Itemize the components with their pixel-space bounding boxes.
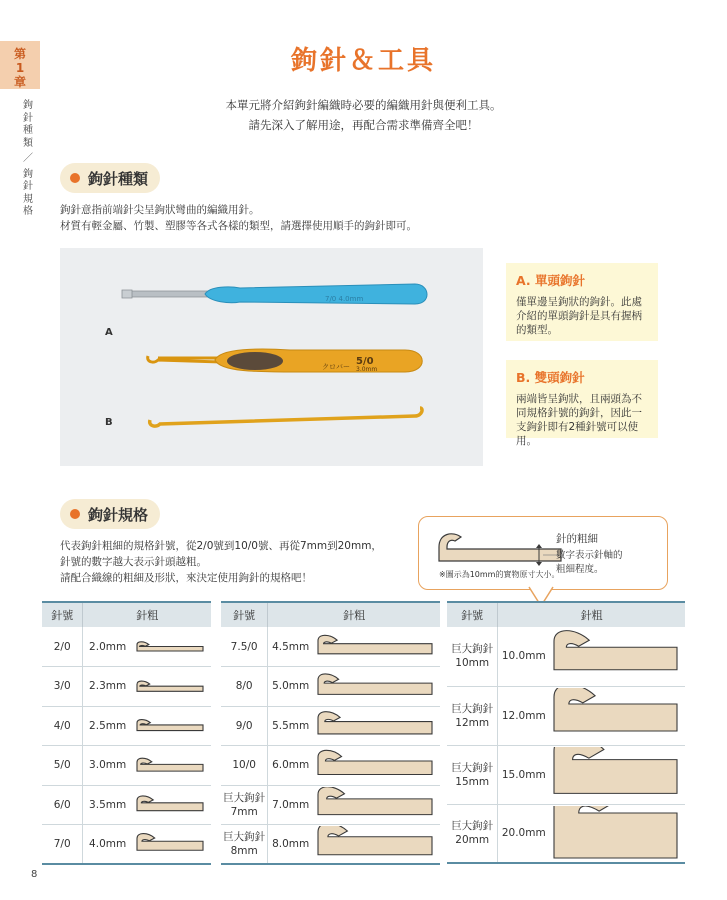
hook-size-table-right — [447, 601, 685, 864]
cell-hook-number: 4/0 — [42, 706, 83, 746]
hook-profile-icon — [133, 669, 205, 705]
cell-hook-thickness: 2.3mm — [83, 667, 132, 707]
hook-a-imprint: 7/0 4.0mm — [325, 295, 364, 303]
section-path-1: 鉤針種類 — [23, 100, 33, 149]
cell-hook-thickness: 5.0mm — [268, 667, 313, 707]
double-end-hook-bare-image — [150, 408, 422, 426]
col-header-thick: 針粗 — [268, 602, 440, 627]
cell-hook-thickness: 6.0mm — [268, 746, 313, 786]
page-title: 鉤針＆工具 — [290, 46, 436, 76]
table-row — [221, 627, 440, 667]
cell-hook-number: 7/0 — [42, 825, 83, 865]
cell-hook-number: 2/0 — [42, 627, 83, 667]
cell-hook-thickness: 4.5mm — [268, 627, 313, 667]
section-path-2: 鉤針規格 — [23, 168, 33, 217]
chapter-number: 1 — [15, 61, 25, 75]
hook-profile-icon — [133, 787, 205, 823]
col-header-num: 針號 — [447, 602, 498, 627]
hook-shape — [318, 673, 432, 693]
table-row — [221, 746, 440, 786]
hook-profile-icon — [550, 629, 679, 684]
cell-hook-number: 巨大鉤針 7mm — [221, 785, 268, 825]
hook-profile-icon — [133, 629, 205, 665]
info-box-b-title: B. 雙頭鉤針 — [516, 370, 585, 385]
crochet-hooks-photo — [60, 248, 483, 466]
table-row — [221, 667, 440, 707]
hook-shape — [318, 787, 432, 815]
photo-label-b: B — [105, 417, 113, 428]
hook-size-table-middle — [221, 601, 440, 865]
table-row — [221, 825, 440, 865]
cell-hook-number: 6/0 — [42, 785, 83, 825]
cell-hook-drawing — [132, 825, 211, 865]
hook-size-table-left — [42, 601, 211, 865]
cell-hook-drawing — [313, 825, 440, 865]
col-header-thick: 針粗 — [83, 602, 211, 627]
cell-hook-number: 7.5/0 — [221, 627, 268, 667]
hook-profile-icon — [550, 747, 679, 802]
cell-hook-drawing — [313, 706, 440, 746]
hook-shape — [137, 720, 203, 731]
cell-hook-number: 9/0 — [221, 706, 268, 746]
bullet-icon — [70, 509, 80, 519]
table-row — [42, 627, 211, 667]
intro-line-2: 請先深入了解用途，再配合需求準備齊全吧！ — [248, 118, 479, 132]
cell-hook-thickness: 15.0mm — [498, 745, 549, 804]
info-box-single-hook — [506, 263, 658, 341]
cell-hook-thickness: 12.0mm — [498, 686, 549, 745]
hook-profile-icon — [133, 708, 205, 744]
callout-title: 針的粗細 — [556, 533, 598, 545]
hook-shape — [137, 642, 203, 651]
spec-desc-line-2: 針號的數字越大表示針頭越粗。 — [60, 556, 207, 568]
types-desc-line-1: 鉤針意指前端針尖呈鉤狀彎曲的編織用針。 — [60, 204, 260, 216]
section-path-sep: ／ — [23, 153, 33, 164]
hook-profile-icon — [550, 806, 679, 861]
cell-hook-thickness: 20.0mm — [498, 804, 549, 863]
table-row — [42, 706, 211, 746]
hook-b-brand: クロバー — [322, 363, 350, 371]
cell-hook-drawing — [132, 627, 211, 667]
hook-shape — [318, 750, 432, 774]
section-heading-spec — [60, 499, 160, 529]
cell-hook-drawing — [549, 745, 685, 804]
hook-profile-icon — [133, 826, 205, 862]
section-heading-types-text: 鉤針種類 — [88, 169, 149, 188]
section-heading-types — [60, 163, 160, 193]
cell-hook-drawing — [313, 746, 440, 786]
cell-hook-thickness: 5.5mm — [268, 706, 313, 746]
table-row — [221, 706, 440, 746]
hook-shape — [554, 747, 677, 793]
hook-profile-icon — [314, 787, 434, 823]
hook-profile-icon — [314, 708, 434, 744]
cell-hook-number: 巨大鉤針 12mm — [447, 686, 498, 745]
cell-hook-drawing — [132, 706, 211, 746]
cell-hook-thickness: 3.5mm — [83, 785, 132, 825]
cell-hook-drawing — [132, 785, 211, 825]
table-row — [447, 804, 685, 863]
cell-hook-number: 巨大鉤針 15mm — [447, 745, 498, 804]
hook-profile-icon — [133, 748, 205, 784]
col-header-num: 針號 — [42, 602, 83, 627]
hook-shape — [318, 635, 432, 654]
info-box-double-hook — [506, 360, 658, 447]
hook-shape — [554, 688, 677, 731]
hook-b-size: 5/0 — [356, 356, 374, 367]
hook-profile-icon — [314, 669, 434, 705]
callout-note: ※圖示為10mm的實物原寸大小。 — [439, 570, 560, 579]
col-header-num: 針號 — [221, 602, 268, 627]
chapter-suffix: 章 — [13, 75, 26, 89]
bullet-icon — [70, 173, 80, 183]
types-description — [60, 202, 620, 234]
types-desc-line-2: 材質有輕金屬、竹製、塑膠等各式各樣的類型，請選擇使用順手的鉤針即可。 — [60, 220, 417, 232]
cell-hook-number: 8/0 — [221, 667, 268, 707]
cell-hook-drawing — [313, 785, 440, 825]
hook-shape — [137, 681, 203, 691]
cell-hook-thickness: 7.0mm — [268, 785, 313, 825]
spec-desc-line-3: 請配合織線的粗細及形狀，來決定使用鉤針的規格吧！ — [60, 572, 312, 584]
cell-hook-drawing — [549, 627, 685, 686]
hooks-illustration — [60, 248, 483, 466]
hook-sample-icon — [433, 527, 563, 567]
table-row — [447, 627, 685, 686]
cell-hook-thickness: 3.0mm — [83, 746, 132, 786]
page-number: 8 — [31, 869, 38, 880]
callout-body-1: 數字表示針軸的 — [556, 550, 623, 561]
cell-hook-number: 巨大鉤針 20mm — [447, 804, 498, 863]
cell-hook-thickness: 4.0mm — [83, 825, 132, 865]
hook-profile-icon — [314, 748, 434, 784]
intro-line-1: 本單元將介紹鉤針編織時必要的編織用針與便利工具。 — [225, 98, 502, 112]
table-row — [42, 667, 211, 707]
hook-profile-icon — [314, 629, 434, 665]
table-row — [447, 745, 685, 804]
chapter-label: 第 — [13, 47, 26, 61]
table-row — [221, 785, 440, 825]
thickness-callout — [418, 516, 668, 590]
cell-hook-drawing — [549, 686, 685, 745]
cell-hook-drawing — [132, 746, 211, 786]
callout-body-2: 粗細程度。 — [556, 564, 604, 575]
hook-b-mm: 3.0mm — [356, 366, 378, 373]
cell-hook-drawing — [313, 667, 440, 707]
cell-hook-thickness: 10.0mm — [498, 627, 549, 686]
hook-profile-icon — [314, 826, 434, 862]
hook-shape — [554, 806, 677, 858]
cell-hook-number: 5/0 — [42, 746, 83, 786]
cell-hook-drawing — [549, 804, 685, 863]
cell-hook-drawing — [132, 667, 211, 707]
spec-description — [60, 538, 420, 586]
single-end-hook-image — [122, 284, 427, 304]
photo-label-a: A — [105, 327, 113, 338]
info-box-b-body: 兩端皆呈鉤狀，且兩頭為不同規格針號的鉤針，因此一支鉤針即有2種針號可以使用。 — [516, 393, 642, 447]
section-heading-spec-text: 鉤針規格 — [88, 505, 149, 524]
table-row — [447, 686, 685, 745]
hook-shape — [137, 796, 203, 811]
info-box-a-title: A. 單頭鉤針 — [516, 273, 586, 288]
cell-hook-number: 3/0 — [42, 667, 83, 707]
hook-shape — [137, 834, 203, 851]
cell-hook-number: 巨大鉤針 8mm — [221, 825, 268, 865]
hook-shape — [318, 712, 432, 734]
table-row — [42, 785, 211, 825]
cell-hook-drawing — [313, 627, 440, 667]
hook-profile-icon — [550, 688, 679, 743]
info-box-a-body: 僅單邊呈鉤狀的鉤針。此處介紹的單頭鉤針是具有握柄的類型。 — [516, 296, 642, 336]
table-row — [42, 825, 211, 865]
cell-hook-number: 巨大鉤針 10mm — [447, 627, 498, 686]
double-end-hook-image — [148, 349, 423, 373]
col-header-thick: 針粗 — [498, 602, 685, 627]
cell-hook-thickness: 2.5mm — [83, 706, 132, 746]
cell-hook-number: 10/0 — [221, 746, 268, 786]
table-row — [42, 746, 211, 786]
hook-shape — [137, 758, 203, 771]
hook-shape — [554, 630, 677, 669]
cell-hook-thickness: 8.0mm — [268, 825, 313, 865]
spec-desc-line-1: 代表鉤針粗細的規格針號，從2/0號到10/0號、再從7mm到20mm， — [60, 540, 382, 552]
hook-shape — [318, 826, 432, 855]
cell-hook-thickness: 2.0mm — [83, 627, 132, 667]
